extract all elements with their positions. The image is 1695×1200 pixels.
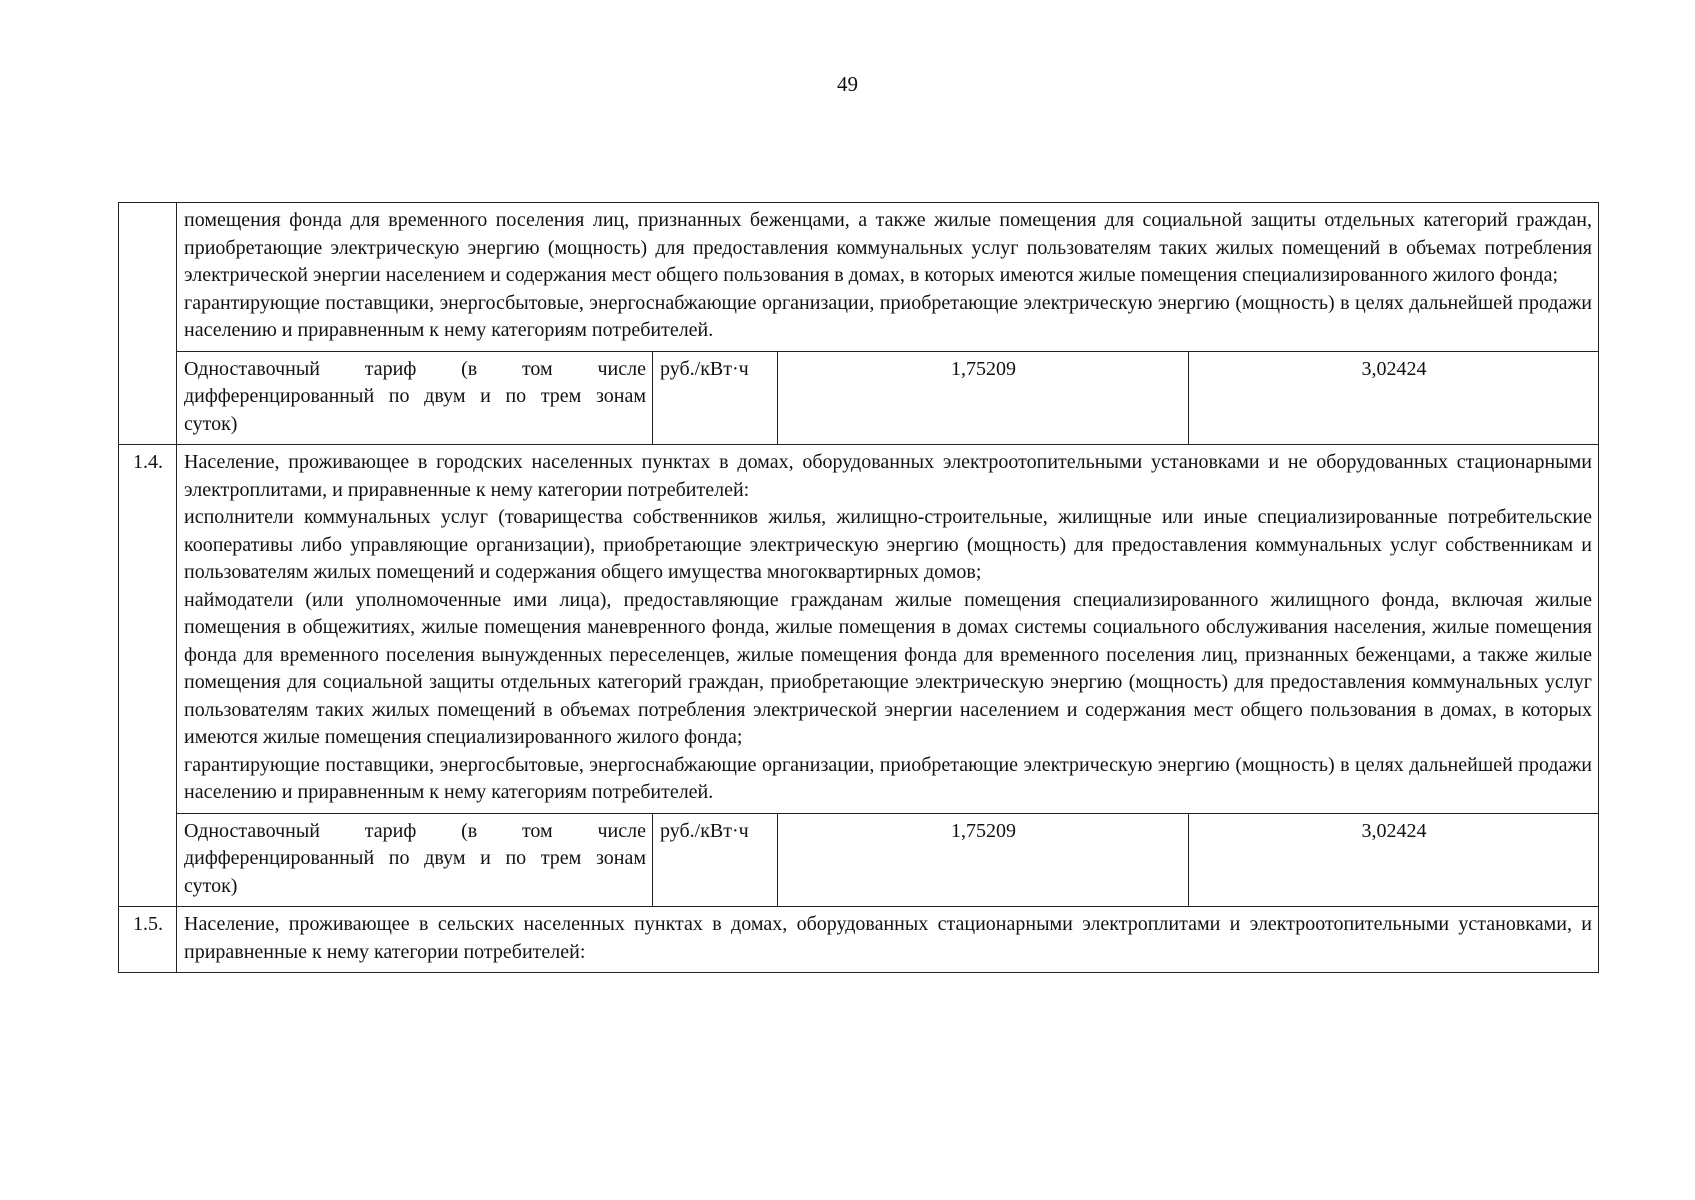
tariff-row — [119, 351, 1599, 445]
tariff-unit: руб./кВт·ч — [653, 351, 778, 445]
row-number-cell: 1.4. — [119, 445, 177, 907]
category-description — [177, 907, 1599, 973]
description-paragraph: гарантирующие поставщики, энергосбытовые, энергоснабжающие организации, приобретающие электрическую энергию (мощность) в целях дальнейшей продажи населению и приравненным к нему категориям потребителей. — [184, 753, 1592, 803]
category-description — [177, 203, 1599, 352]
description-paragraph: Население, проживающее в сельских населенных пунктах в домах, оборудованных стационарными электроплитами и электроотопительными установками, и приравненные к нему категории потребителей: — [184, 913, 1592, 963]
description-paragraph: гарантирующие поставщики, энергосбытовые, энергоснабжающие организации, приобретающие электрическую энергию (мощность) в целях дальнейшей продажи населению и приравненным к нему категориям потребителей. — [184, 291, 1592, 341]
tariff-unit: руб./кВт·ч — [653, 813, 778, 907]
tariff-value-2: 3,02424 — [1189, 813, 1599, 907]
description-paragraph: помещения фонда для временного поселения лиц, признанных беженцами, а также жилые помещения для социальной защиты отдельных категорий граждан, приобретающие электрическую энергию (мощность) для предоставления коммунальных услуг пользователям таких жилых помещений в объемах потребления электрической энергии населением и содержания мест общего пользования в домах, в которых имеются жилые помещения специализированного жилого фонда; — [184, 209, 1592, 286]
tariff-table — [118, 202, 1599, 973]
tariff-label: Одноставочный тариф (в том числе дифференцированный по двум и по трем зонам суток) — [177, 813, 653, 907]
tariff-value-1: 1,75209 — [778, 351, 1189, 445]
tariff-value-2: 3,02424 — [1189, 351, 1599, 445]
description-paragraph: исполнители коммунальных услуг (товарищества собственников жилья, жилищно-строительные, жилищные или иные специализированные потребительские кооперативы либо управляющие организации), приобретающие электрическую энергию (мощность) для предоставления коммунальных услуг собственникам и пользователям жилых помещений и содержания общего имущества многоквартирных домов; — [184, 506, 1592, 583]
description-paragraph: наймодатели (или уполномоченные ими лица), предоставляющие гражданам жилые помещения специализированного жилищного фонда, включая жилые помещения в общежитиях, жилые помещения маневренного фонда, жилые помещения в домах системы социального обслуживания населения, жилые помещения фонда для временного поселения вынужденных переселенцев, жилые помещения фонда для временного поселения лиц, признанных беженцами, а также жилые помещения для социальной защиты отдельных категорий граждан, приобретающие электрическую энергию (мощность) для предоставления коммунальных услуг пользователям таких жилых помещений в объемах потребления электрической энергии населением и содержания мест общего пользования в домах, в которых имеются жилые помещения специализированного жилого фонда; — [184, 588, 1592, 748]
tariff-label: Одноставочный тариф (в том числе дифференцированный по двум и по трем зонам суток) — [177, 351, 653, 445]
table-row — [119, 203, 1599, 352]
category-description — [177, 445, 1599, 814]
tariff-row — [119, 813, 1599, 907]
table-row — [119, 907, 1599, 973]
row-number-cell: 1.5. — [119, 907, 177, 973]
row-number-cell — [119, 203, 177, 445]
description-paragraph: Население, проживающее в городских населенных пунктах в домах, оборудованных электроотопительными установками и не оборудованных стационарными электроплитами, и приравненные к нему категории потребителей: — [184, 451, 1592, 501]
table-row — [119, 445, 1599, 814]
tariff-value-1: 1,75209 — [778, 813, 1189, 907]
page-number: 49 — [837, 72, 858, 96]
